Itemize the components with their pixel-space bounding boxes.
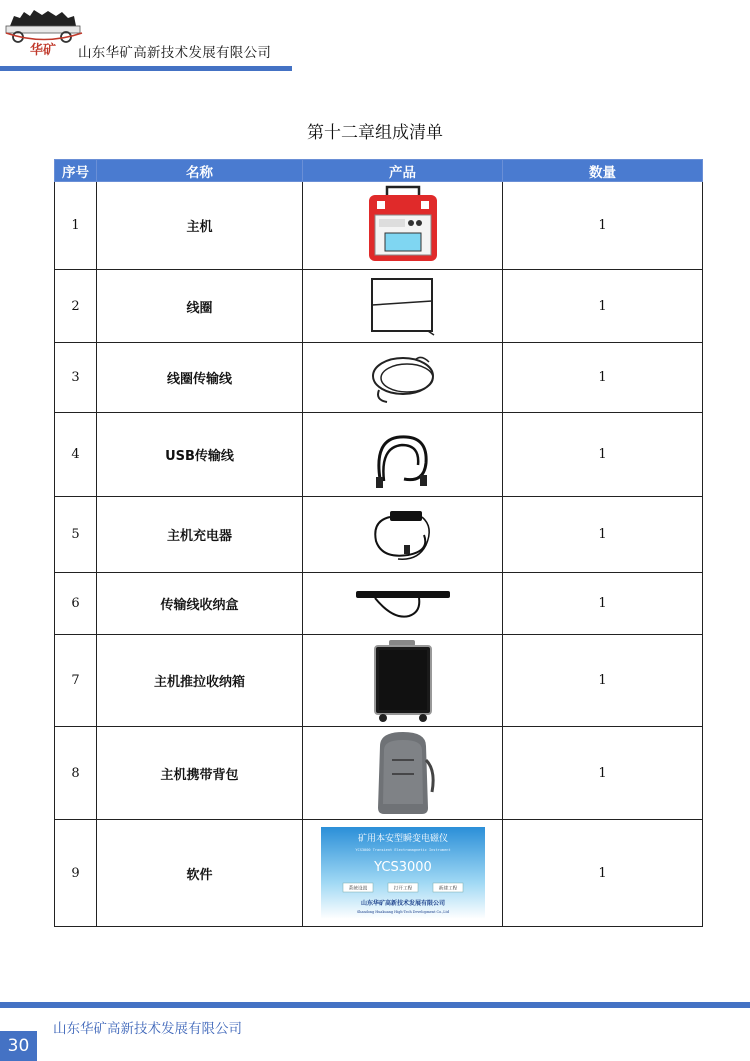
header-company-name: 山东华矿高新技术发展有限公司 bbox=[78, 45, 272, 61]
software-model: YCS3000 bbox=[373, 860, 432, 875]
row-number: 8 bbox=[55, 727, 97, 820]
product-image-cell bbox=[303, 727, 503, 820]
column-header-product: 产品 bbox=[303, 160, 503, 182]
column-header-no: 序号 bbox=[55, 160, 97, 182]
software-button-open[interactable] bbox=[388, 883, 418, 892]
row-number: 7 bbox=[55, 635, 97, 727]
item-name: 传输线收纳盒 bbox=[97, 573, 303, 635]
item-quantity: 1 bbox=[503, 497, 703, 573]
product-image-cell bbox=[303, 497, 503, 573]
component-list-table bbox=[54, 159, 703, 927]
header-divider bbox=[0, 66, 292, 71]
item-quantity: 1 bbox=[503, 635, 703, 727]
footer-company-name: 山东华矿高新技术发展有限公司 bbox=[53, 1021, 242, 1037]
item-quantity: 1 bbox=[503, 343, 703, 413]
software-title: 矿用本安型瞬变电磁仪 bbox=[357, 834, 448, 844]
row-number: 6 bbox=[55, 573, 97, 635]
item-quantity: 1 bbox=[503, 270, 703, 343]
product-image-cell bbox=[303, 182, 503, 270]
trolley-case-icon bbox=[371, 638, 435, 724]
table-row bbox=[55, 727, 703, 820]
row-number: 5 bbox=[55, 497, 97, 573]
item-name: 主机推拉收纳箱 bbox=[97, 635, 303, 727]
table-row bbox=[55, 573, 703, 635]
row-number: 2 bbox=[55, 270, 97, 343]
item-quantity: 1 bbox=[503, 573, 703, 635]
software-screen-icon bbox=[321, 827, 485, 919]
footer-divider bbox=[0, 1002, 750, 1008]
software-button-settings-label: 系统设置 bbox=[348, 886, 367, 892]
item-quantity: 1 bbox=[503, 182, 703, 270]
item-quantity: 1 bbox=[503, 727, 703, 820]
page-title: 第十二章组成清单 bbox=[307, 123, 443, 143]
cable-storage-tube-icon bbox=[353, 586, 453, 622]
coil-frame-icon bbox=[368, 275, 438, 337]
product-image-cell bbox=[303, 573, 503, 635]
company-logo bbox=[4, 2, 84, 58]
table-row bbox=[55, 270, 703, 343]
backpack-icon bbox=[368, 730, 438, 816]
coil-cable-icon bbox=[365, 350, 441, 406]
software-button-open-label: 打开工程 bbox=[393, 886, 412, 892]
table-row bbox=[55, 635, 703, 727]
software-subtitle: YCS3000 Transient Electromagnetic Instrument bbox=[354, 848, 451, 852]
table-row bbox=[55, 182, 703, 270]
table-row bbox=[55, 497, 703, 573]
product-image-cell bbox=[303, 270, 503, 343]
table-row bbox=[55, 343, 703, 413]
item-name: USB传输线 bbox=[97, 413, 303, 497]
item-name: 线圈 bbox=[97, 270, 303, 343]
row-number: 3 bbox=[55, 343, 97, 413]
product-image-cell bbox=[303, 635, 503, 727]
row-number: 1 bbox=[55, 182, 97, 270]
software-company-cn: 山东华矿高新技术发展有限公司 bbox=[360, 900, 445, 907]
logo-text: 华矿 bbox=[30, 43, 57, 58]
column-header-quantity: 数量 bbox=[503, 160, 703, 182]
table-row bbox=[55, 413, 703, 497]
row-number: 4 bbox=[55, 413, 97, 497]
table-header-row bbox=[55, 160, 703, 182]
item-name: 主机携带背包 bbox=[97, 727, 303, 820]
item-name: 线圈传输线 bbox=[97, 343, 303, 413]
software-button-new[interactable] bbox=[433, 883, 463, 892]
host-case-icon bbox=[365, 185, 441, 267]
item-quantity: 1 bbox=[503, 413, 703, 497]
page-number: 30 bbox=[0, 1031, 37, 1061]
item-quantity: 1 bbox=[503, 820, 703, 927]
product-image-cell bbox=[303, 820, 503, 927]
product-image-cell bbox=[303, 413, 503, 497]
table-row bbox=[55, 820, 703, 927]
item-name: 主机充电器 bbox=[97, 497, 303, 573]
product-image-cell bbox=[303, 343, 503, 413]
item-name: 软件 bbox=[97, 820, 303, 927]
charger-icon bbox=[368, 505, 438, 565]
page-header bbox=[0, 0, 750, 80]
usb-cable-icon bbox=[370, 419, 436, 491]
software-button-settings[interactable] bbox=[343, 883, 373, 892]
row-number: 9 bbox=[55, 820, 97, 927]
column-header-name: 名称 bbox=[97, 160, 303, 182]
item-name: 主机 bbox=[97, 182, 303, 270]
software-company-en: Shandong Huakuang High-Tech Development Co.,Ltd bbox=[356, 910, 449, 914]
software-button-new-label: 新建工程 bbox=[438, 886, 457, 892]
